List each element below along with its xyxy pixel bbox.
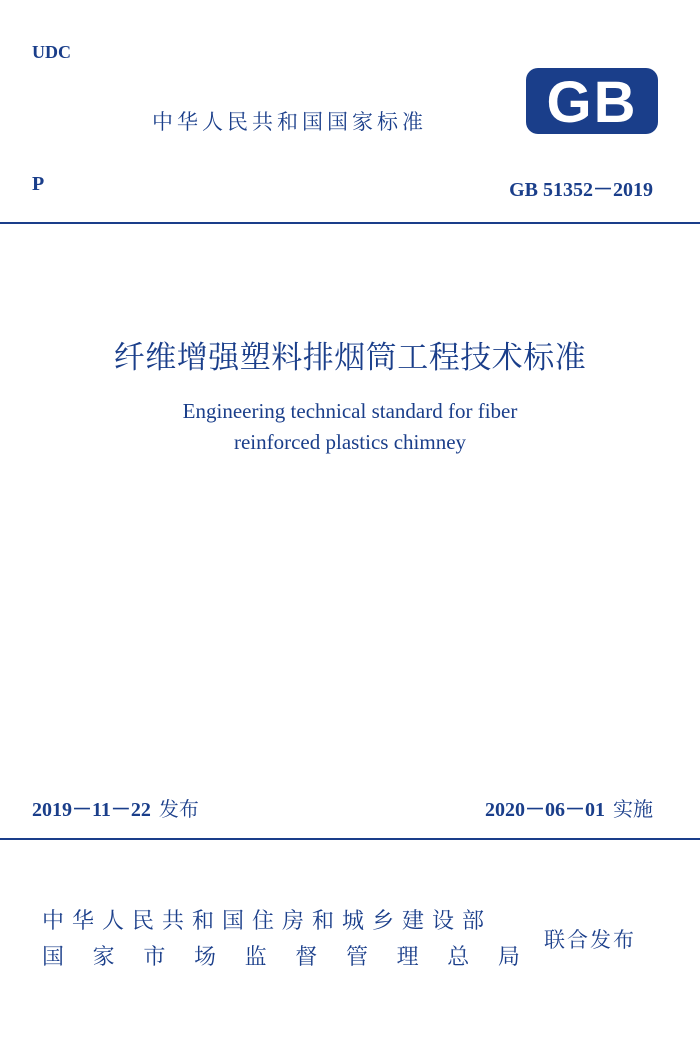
issuer-samr-char: 家 bbox=[92, 945, 115, 970]
gb-logo-text: GB bbox=[546, 70, 638, 134]
effective-date: 2020－06－01 bbox=[485, 799, 605, 821]
issuer-samr-char: 监 bbox=[244, 945, 267, 970]
joint-issue-label: 联合发布 bbox=[544, 928, 636, 952]
effective-label: 实施 bbox=[613, 797, 653, 821]
issue-date-block bbox=[32, 793, 199, 822]
issuing-authorities bbox=[42, 904, 520, 976]
bottom-divider bbox=[0, 838, 700, 840]
standard-number: GB 51352－2019 bbox=[509, 179, 653, 201]
issuer-samr-char: 管 bbox=[345, 945, 368, 970]
gb-logo bbox=[526, 68, 658, 134]
issuer-samr-char: 市 bbox=[143, 945, 166, 970]
issuer-samr-char: 理 bbox=[396, 945, 419, 970]
issue-date: 2019－11－22 bbox=[32, 799, 151, 821]
title-english-line1: Engineering technical standard for fiber bbox=[182, 399, 518, 423]
issuer-samr-char: 督 bbox=[295, 945, 318, 970]
issuer-samr-char: 场 bbox=[193, 945, 216, 970]
issuer-samr-char: 局 bbox=[497, 945, 520, 970]
effective-date-block bbox=[485, 793, 653, 822]
issue-label: 发布 bbox=[158, 797, 199, 821]
title-chinese: 纤维增强塑料排烟筒工程技术标准 bbox=[113, 340, 587, 376]
national-standard-label: 中华人民共和国国家标准 bbox=[152, 110, 427, 134]
issuer-samr-char: 总 bbox=[447, 945, 470, 970]
classification-code: P bbox=[32, 173, 45, 195]
title-english bbox=[0, 396, 700, 458]
issuer-samr bbox=[42, 940, 520, 976]
issuer-samr-char: 国 bbox=[42, 945, 65, 970]
top-divider bbox=[0, 222, 700, 224]
issuer-ministry: 中华人民共和国住房和城乡建设部 bbox=[42, 909, 493, 934]
udc-label: UDC bbox=[32, 42, 71, 62]
title-english-line2: reinforced plastics chimney bbox=[233, 430, 467, 454]
